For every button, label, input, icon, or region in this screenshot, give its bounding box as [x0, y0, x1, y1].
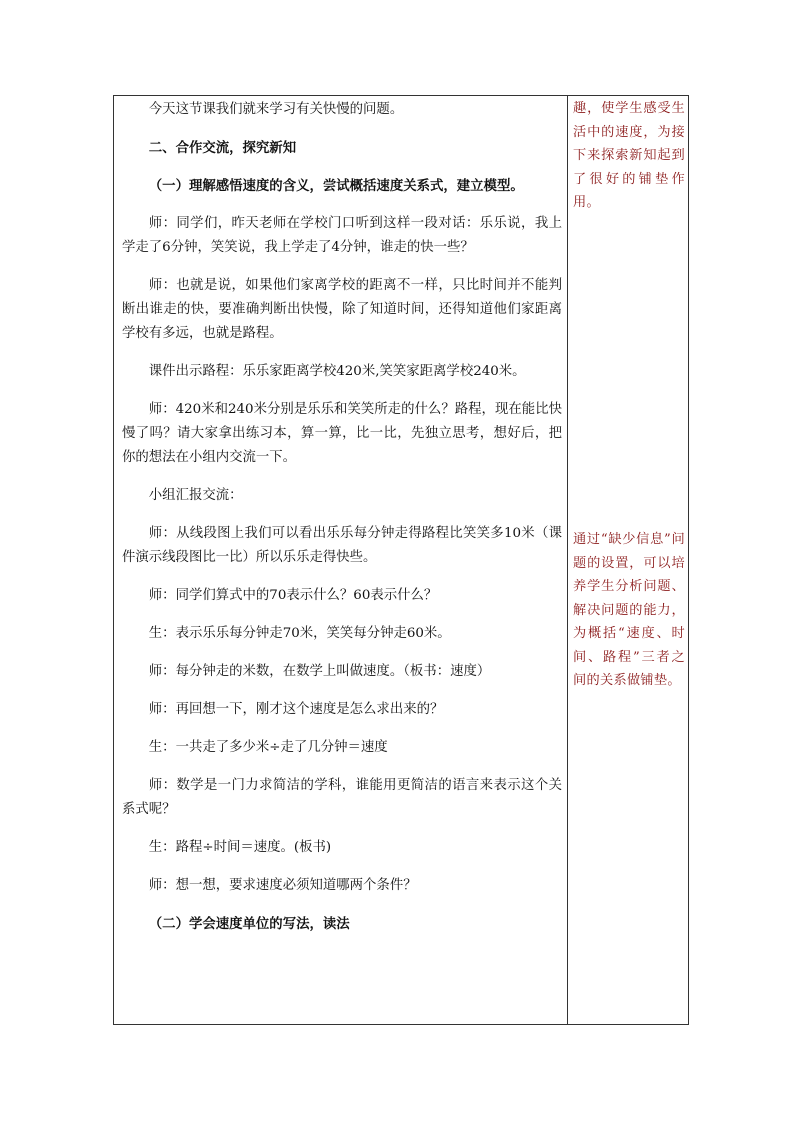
- paragraph-a70: 生：表示乐乐每分钟走70米，笑笑每分钟走60米。: [148, 626, 451, 641]
- paragraph-formula2: 生：路程÷时间＝速度。(板书): [148, 840, 332, 855]
- paragraph-recall: 师：再回想一下，刚才这个速度是怎么求出来的？: [148, 702, 444, 717]
- paragraph-compare: 师：420米和240米分别是乐乐和笑笑所走的什么？路程，现在能比快慢了吗？请大家拿出练习本，算一算，比一比，先独立思考，想好后，把你的想法在小组内交流一下。: [122, 402, 562, 465]
- side-note-1: 趣，使学生感受生活中的速度，为接下来探索新知起到了很好的铺垫作用。: [573, 101, 685, 210]
- paragraph-group: 小组汇报交流：: [148, 488, 243, 503]
- paragraph-simplify: 师：数学是一门力求简洁的学科，谁能用更简洁的语言来表示这个关系式呢？: [122, 778, 562, 817]
- subsection-heading-2: （二）学会速度单位的写法，读法: [148, 916, 350, 932]
- paragraph-conditions: 师：想一想，要求速度必须知道哪两个条件？: [148, 878, 417, 893]
- column-divider: [567, 95, 568, 1025]
- side-note-2: 通过“缺少信息”问题的设置，可以培养学生分析问题、解决问题的能力，为概括“速度、时间、路程”三者之间的关系做铺垫。: [573, 532, 685, 688]
- paragraph-q70: 师：同学们算式中的70表示什么？60表示什么？: [148, 588, 438, 603]
- paragraph-segment: 师：从线段图上我们可以看出乐乐每分钟走得路程比笑笑多10米（课件演示线段图比一比）所以乐乐走得快些。: [122, 526, 562, 565]
- paragraph-formula1: 生：一共走了多少米÷走了几分钟＝速度: [148, 740, 388, 755]
- paragraph-explain: 师：也就是说，如果他们家离学校的距离不一样，只比时间并不能判断出谁走的快，要准确判断出快慢，除了知道时间，还得知道他们家距离学校有多远，也就是路程。: [122, 278, 562, 341]
- paragraph-speed-def: 师：每分钟走的米数，在数学上叫做速度。（板书：速度）: [148, 664, 491, 679]
- paragraph-intro: 今天这节课我们就来学习有关快慢的问题。: [148, 102, 404, 117]
- section-heading: 二、合作交流，探究新知: [148, 140, 297, 156]
- paragraph-dialog: 师：同学们，昨天老师在学校门口听到这样一段对话：乐乐说，我上学走了6分钟，笑笑说，我上学走了4分钟，谁走的快一些？: [122, 216, 562, 255]
- subsection-heading-1: （一）理解感悟速度的含义，尝试概括速度关系式，建立模型。: [148, 178, 524, 194]
- lesson-content: [122, 98, 562, 936]
- paragraph-distance: 课件出示路程：乐乐家距离学校420米,笑笑家距离学校240米。: [148, 364, 526, 379]
